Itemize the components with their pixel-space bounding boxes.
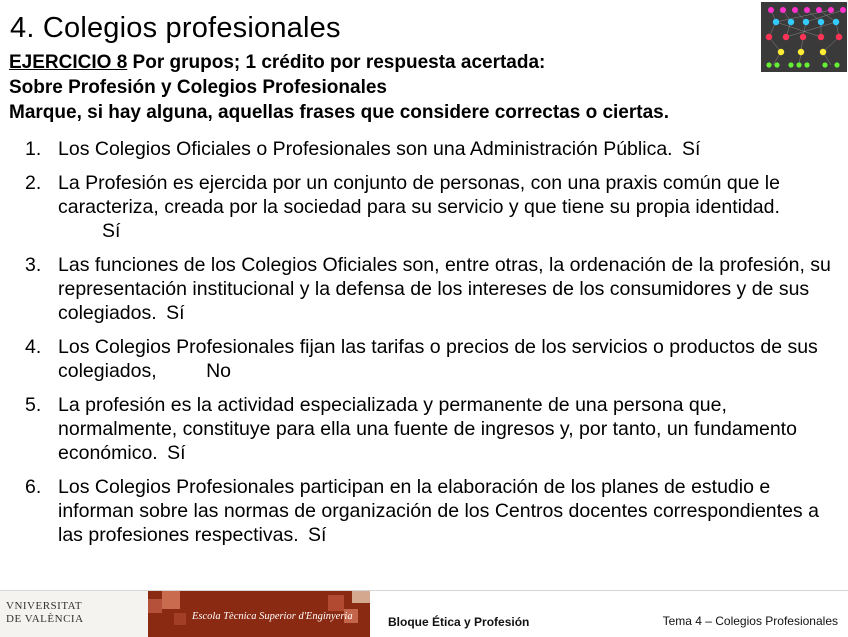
university-name-line1: VNIVERSITAT bbox=[6, 600, 83, 612]
item-text: La profesión es la actividad especializada y permanente de una persona que, normalmente, constituye para ella una fuente de ingresos y, por tanto, un fundamento económico. bbox=[58, 394, 797, 464]
item-answer: Sí bbox=[308, 524, 327, 546]
list-item bbox=[25, 475, 837, 547]
list-item bbox=[25, 393, 837, 465]
item-text: Los Colegios Oficiales o Profesionales son una Administración Pública. bbox=[58, 138, 673, 160]
exercise-label: EJERCICIO 8 bbox=[9, 52, 128, 73]
footer-tema: Tema 4 – Colegios Profesionales bbox=[662, 614, 838, 628]
exercise-instructions: Por grupos; 1 crédito por respuesta acertada: bbox=[127, 52, 546, 73]
university-name-line2: DE VALÈNCIA bbox=[6, 613, 84, 625]
slide-footer bbox=[0, 590, 848, 637]
network-graph-icon bbox=[761, 2, 847, 72]
item-text: Los Colegios Profesionales participan en la elaboración de los planes de estudio e informan sobre las normas de organización de los Centros docentes correspondientes a las profesiones respectivas. bbox=[58, 476, 819, 546]
list-item bbox=[25, 171, 837, 243]
item-number: 5. bbox=[25, 394, 42, 416]
network-logo bbox=[761, 2, 847, 72]
item-number: 1. bbox=[25, 138, 42, 160]
item-number: 6. bbox=[25, 476, 42, 498]
item-text: Las funciones de los Colegios Oficiales son, entre otras, la ordenación de la profesión, su representación institucional y la defensa de los intereses de los consumidores y de sus colegiados. bbox=[58, 254, 831, 324]
item-number: 3. bbox=[25, 254, 42, 276]
page-title: 4. Colegios profesionales bbox=[10, 12, 341, 44]
item-answer: Sí bbox=[166, 302, 185, 324]
item-answer: No bbox=[206, 360, 232, 382]
item-number: 2. bbox=[25, 172, 42, 194]
item-answer: Sí bbox=[682, 138, 701, 160]
exercise-topic: Sobre Profesión y Colegios Profesionales bbox=[9, 77, 387, 98]
statement-list bbox=[25, 137, 837, 557]
exercise-prompt: Marque, si hay alguna, aquellas frases que considere correctas o ciertas. bbox=[9, 102, 669, 123]
item-text: La Profesión es ejercida por un conjunto de personas, con una praxis común que le caracteriza, creada por la sociedad para su servicio y que tiene su propia identidad. bbox=[58, 172, 780, 218]
school-name: Escola Tècnica Superior d'Enginyeria bbox=[192, 611, 353, 622]
exercise-header bbox=[9, 50, 669, 125]
item-answer: Sí bbox=[167, 442, 186, 464]
list-item bbox=[25, 335, 837, 383]
list-item bbox=[25, 253, 837, 325]
school-banner bbox=[148, 591, 370, 637]
item-number: 4. bbox=[25, 336, 42, 358]
list-item bbox=[25, 137, 837, 161]
footer-bloque: Bloque Ética y Profesión bbox=[388, 615, 530, 629]
exercise-title-line bbox=[9, 50, 669, 75]
item-text: Los Colegios Profesionales fijan las tarifas o precios de los servicios o productos de sus colegiados, bbox=[58, 336, 818, 382]
university-logo bbox=[0, 591, 148, 637]
item-answer: Sí bbox=[102, 220, 121, 242]
